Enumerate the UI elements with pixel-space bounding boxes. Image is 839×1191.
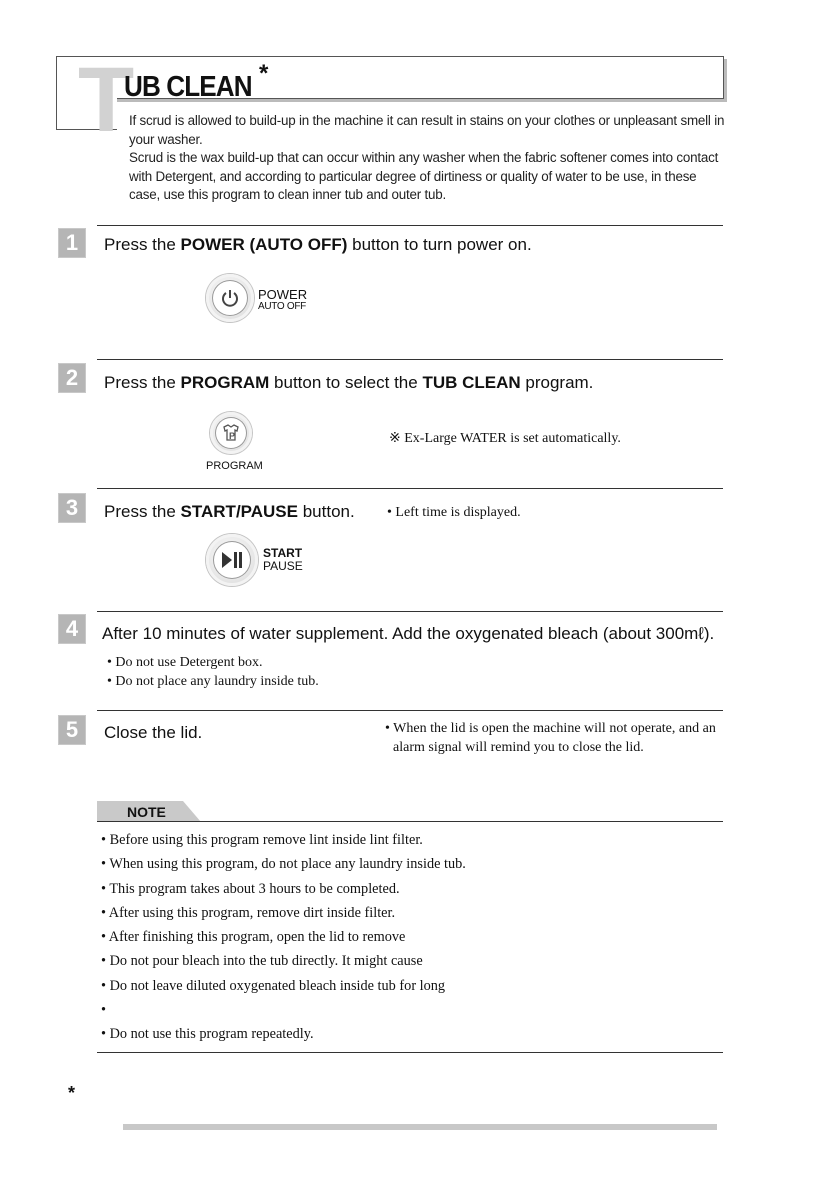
step-1-text: Press the [104,235,181,254]
step-3-note: • Left time is displayed. [387,505,521,520]
program-button[interactable] [210,412,252,454]
step-5-note: • When the lid is open the machine will not operate, and an [385,721,716,736]
note-bottom-divider [97,1052,723,1053]
note-title: NOTE [127,804,166,820]
power-button[interactable] [206,274,254,322]
page-title: UB CLEAN [124,71,252,103]
intro-text [129,112,729,205]
step-2-heading [104,373,593,393]
step-3-text-end: button. [297,502,355,521]
step-2-text-end: program. [520,373,594,392]
note-item: • Before using this program remove lint inside lint filter. [101,832,423,848]
note-item: • After using this program, remove dirt inside filter. [101,904,396,921]
power-icon [213,281,247,315]
step-3-heading [104,502,355,522]
step-1-heading [104,235,532,255]
step-number-badge: 2 [58,363,86,393]
step-4-bullet: • Do not use Detergent box. [107,655,263,670]
auto-off-label: AUTO OFF [258,301,306,312]
title-footnote-mark: * [259,60,269,87]
note-item: • Do not pour bleach into the tub directly. It might cause [101,953,423,970]
note-divider [97,821,723,822]
step-4-bullet: • Do not place any laundry inside tub. [107,674,319,689]
step-number-badge: 3 [58,493,86,523]
note-item: • [101,1002,107,1019]
start-label: START [263,546,303,560]
start-pause-button[interactable] [206,534,258,586]
step-1-bold: POWER (AUTO OFF) [180,235,348,254]
power-label: POWER [258,287,308,302]
step-2-bold-2: TUB CLEAN [422,373,521,392]
intro-paragraph: If scrud is allowed to build-up in the machine it can result in stains on your clothes or unpleasant smell in your washer. [129,113,725,147]
step-2-text-mid: button to select the [269,373,423,392]
intro-paragraph: Scrud is the wax build-up that can occur within any washer when the fabric softener comes into contact with Detergent, and according to particular degree of dirtiness or quality of water to be use, in these case, use this program to clean inner tub and outer tub. [129,150,719,203]
step-5-note-cont: alarm signal will remind you to close the lid. [393,740,644,755]
step-number-badge: 1 [58,228,86,258]
footnote-mark: * [68,1083,76,1103]
pause-label: PAUSE [263,559,303,573]
step-number-badge: 4 [58,614,86,644]
step-divider [97,225,723,226]
step-4-heading: After 10 minutes of water supplement. Add the oxygenated bleach (about 300mℓ). [102,624,715,643]
program-label: PROGRAM [206,460,263,472]
play-pause-icon [214,542,250,578]
step-number-badge: 5 [58,715,86,745]
step-2-bold: PROGRAM [180,373,270,392]
note-item: • Do not leave diluted oxygenated bleach inside tub for long [101,977,446,994]
step-1-text-end: button to turn power on. [347,235,532,254]
step-2-note: ※ Ex-Large WATER is set automatically. [389,431,621,446]
note-item: • When using this program, do not place any laundry inside tub. [101,856,466,873]
step-divider [97,611,723,612]
note-item: • This program takes about 3 hours to be completed. [101,880,400,897]
step-3-bold: START/PAUSE [180,502,298,521]
note-list [101,828,466,1047]
step-divider [97,710,723,711]
note-item: • After finishing this program, open the lid to remove [101,929,406,946]
program-icon [216,418,246,448]
note-item: • Do not use this program repeatedly. [101,1026,314,1043]
footer-bar [123,1124,717,1130]
step-5-heading: Close the lid. [104,723,203,742]
step-2-text: Press the [104,373,181,392]
step-3-text: Press the [104,502,181,521]
step-divider [97,359,723,360]
title-initial-letter: T [78,49,133,151]
step-divider [97,488,723,489]
svg-text:P: P [229,431,236,441]
